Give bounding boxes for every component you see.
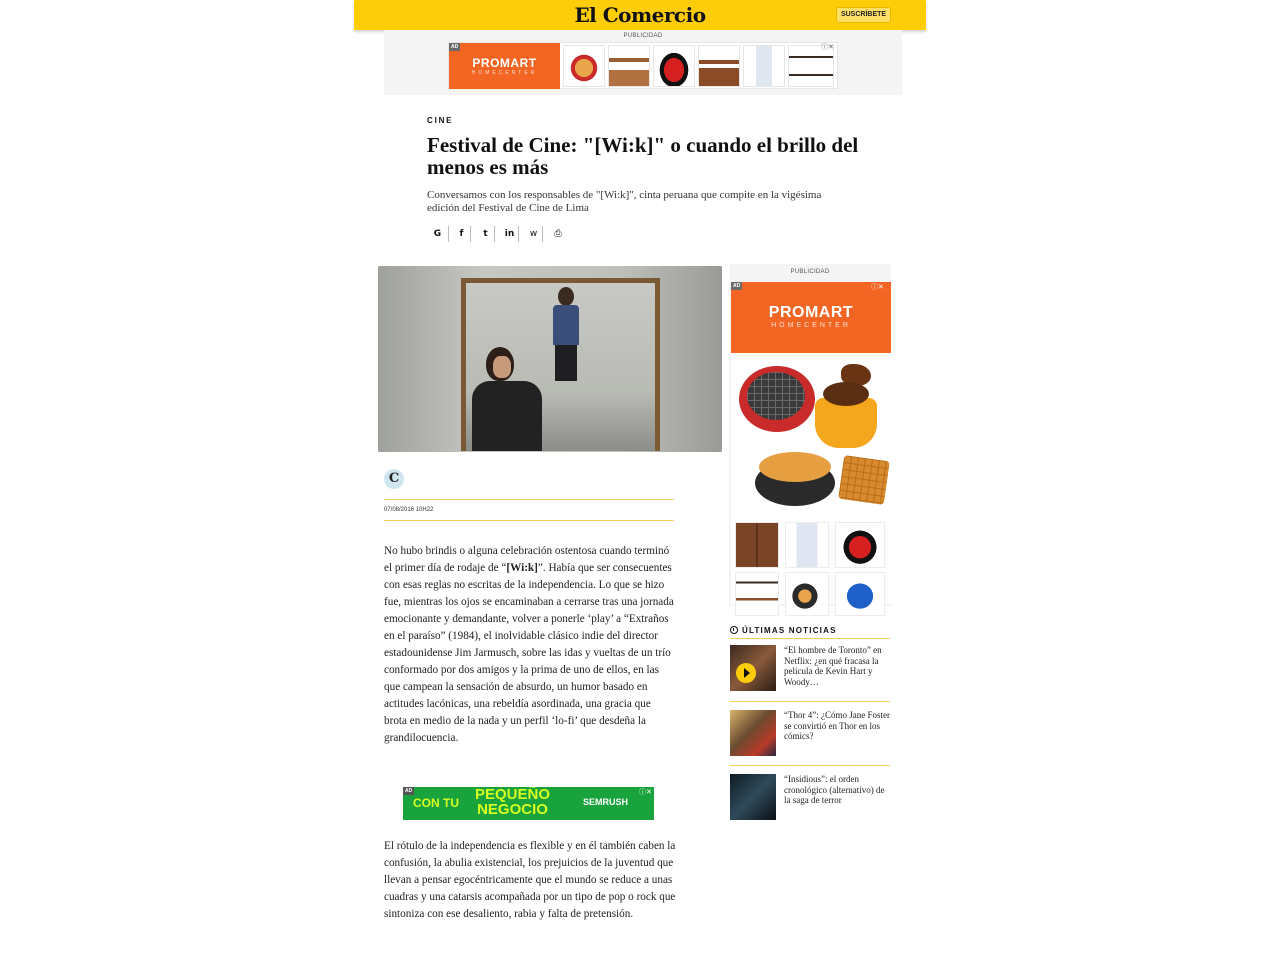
- top-ad-container: [384, 30, 902, 95]
- article-title: Festival de Cine: "[Wi:k]" o cuando el brillo del menos es más: [427, 133, 859, 179]
- publish-date: 07/08/2016 10H22: [384, 507, 434, 513]
- waffles-image: [838, 455, 890, 505]
- ad-label: PUBLICIDAD: [790, 269, 830, 275]
- divider: [384, 499, 674, 500]
- divider: [730, 638, 890, 639]
- ad-product-image[interactable]: [835, 522, 885, 568]
- ad-badge: AD: [733, 283, 741, 289]
- section-label[interactable]: CINE: [427, 116, 454, 125]
- promart-logo[interactable]: [449, 43, 560, 89]
- site-logo[interactable]: El Comercio: [574, 3, 706, 27]
- ad-product-image[interactable]: [653, 45, 695, 87]
- photo-man-legs: [555, 345, 577, 381]
- news-title[interactable]: “Thor 4”: ¿Cómo Jane Foster se convirtió en Thor en los cómics?: [784, 710, 890, 742]
- news-thumbnail[interactable]: [730, 710, 776, 756]
- promart-sidebar-ad[interactable]: [731, 282, 891, 604]
- photo-woman-body: [472, 381, 542, 451]
- ad-product-image[interactable]: [608, 45, 650, 87]
- promart-sub: HOMECENTER: [471, 70, 538, 76]
- promart-sub: HOMECENTER: [771, 322, 851, 329]
- latest-news-heading: [730, 626, 837, 635]
- clock-icon: [730, 626, 738, 634]
- ad-label: PUBLICIDAD: [623, 33, 663, 39]
- ad-product-image[interactable]: [785, 572, 829, 616]
- ad-product-image[interactable]: [735, 522, 779, 568]
- ad-product-image[interactable]: [835, 572, 885, 616]
- ad-product-image[interactable]: [563, 45, 605, 87]
- article-paragraph: El rótulo de la independencia es flexible y en él también caben la confusión, la abulia existencial, los prejuicios de la juventud que llevan a pensar egocéntricamente que el mundo se reduce a unas cuadras y una catarsis acompañada por un tipo de pop o rock que sintoniza con ese desaliento, rabia y falta de pretensión.: [384, 840, 676, 920]
- divider: [730, 765, 890, 766]
- chocolate-image: [823, 382, 869, 406]
- divider: [730, 701, 890, 702]
- whatsapp-icon[interactable]: w: [525, 226, 543, 242]
- news-item[interactable]: [730, 710, 892, 760]
- author-avatar[interactable]: C: [384, 469, 404, 489]
- ad-headline-line: NEGOCIO: [477, 801, 548, 818]
- google-news-icon[interactable]: G: [427, 226, 449, 242]
- ad-product-image[interactable]: [785, 522, 829, 568]
- photo-door-frame: [461, 278, 660, 451]
- ad-badge: AD: [405, 788, 413, 794]
- divider: [384, 520, 674, 521]
- waffle-plate-image: [747, 372, 805, 420]
- ad-headline-big: [475, 787, 550, 817]
- sidebar-ad-container: [729, 264, 891, 606]
- paragraph-text: ”. Había que ser consecuentes con esas reglas no escritas de la independencia. Lo que se hizo fue, mientras los ojos se encaminaban a cerrarse tras una jornada emocionante y demandante, volver a ponerle ‘play’ a “Extraños en el paraíso” (1984), el inolvidable clásico indie del director estadounidense Jim Jarmusch, sobre las idas y vueltas de un trío conformado por dos amigos y la prima de uno de ellos, en las que campean la sensación de absurdo, un humor basado en actitudes lacónicas, una rebeldía asordinada, una gracia que brota en medio de la nada y un perfil ‘lo-fi’ que desdeña la grandilocuencia.: [384, 562, 674, 744]
- promart-banner-ad[interactable]: [448, 42, 838, 89]
- article-paragraph: [384, 543, 676, 747]
- latest-news-title: ÚLTIMAS NOTICIAS: [742, 626, 837, 635]
- paragraph-text: No hubo brindis o alguna celebración ostentosa cuando terminó el primer día de rodaje de “: [384, 545, 670, 574]
- facebook-icon[interactable]: f: [453, 226, 471, 242]
- ad-close-icon[interactable]: ⓘ✕: [871, 284, 884, 291]
- film-title: [Wi:k]: [506, 562, 538, 574]
- promart-brand: PROMART: [768, 304, 854, 321]
- promart-logo[interactable]: [731, 282, 891, 353]
- news-thumbnail[interactable]: [730, 645, 776, 691]
- ad-headline: CON TU: [413, 796, 459, 810]
- subscribe-button[interactable]: SUSCRÍBETE: [836, 7, 891, 23]
- photo-man-body: [553, 305, 579, 345]
- twitter-icon[interactable]: t: [477, 226, 495, 242]
- waffle-image: [759, 452, 831, 482]
- linkedin-icon[interactable]: in: [501, 226, 519, 242]
- ad-close-icon[interactable]: ⓘ✕: [639, 789, 652, 796]
- news-thumbnail[interactable]: [730, 774, 776, 820]
- print-icon[interactable]: ⎙: [554, 229, 562, 239]
- news-title[interactable]: “Insidious”: el orden cronológico (alternativo) de la saga de terror: [784, 774, 885, 806]
- ad-badge: AD: [451, 44, 459, 50]
- ad-headline-line: PEQUEÑO: [475, 787, 551, 803]
- ad-product-image[interactable]: [743, 45, 785, 87]
- site-header: [354, 0, 926, 30]
- ad-product-image[interactable]: [735, 572, 779, 616]
- photo-man-head: [558, 287, 574, 306]
- play-icon[interactable]: [736, 663, 756, 683]
- promart-brand: PROMART: [472, 56, 537, 70]
- semrush-logo: SEMRUSH: [583, 797, 629, 807]
- semrush-banner-ad[interactable]: [403, 787, 654, 820]
- ad-product-image[interactable]: [698, 45, 740, 87]
- photo-woman-face: [493, 356, 511, 378]
- news-item[interactable]: [730, 774, 892, 824]
- news-title[interactable]: “El hombre de Toronto” en Netflix: ¿en qué fracasa la película de Kevin Hart y Woody…: [784, 645, 882, 687]
- ad-close-icon[interactable]: ⓘ✕: [821, 44, 834, 51]
- article-main-photo[interactable]: [378, 266, 722, 452]
- article-subtitle: Conversamos con los responsables de "[Wi:k]", cinta peruana que compite en la vigésima edición del Festival de Cine de Lima: [427, 189, 822, 214]
- news-item[interactable]: [730, 645, 892, 695]
